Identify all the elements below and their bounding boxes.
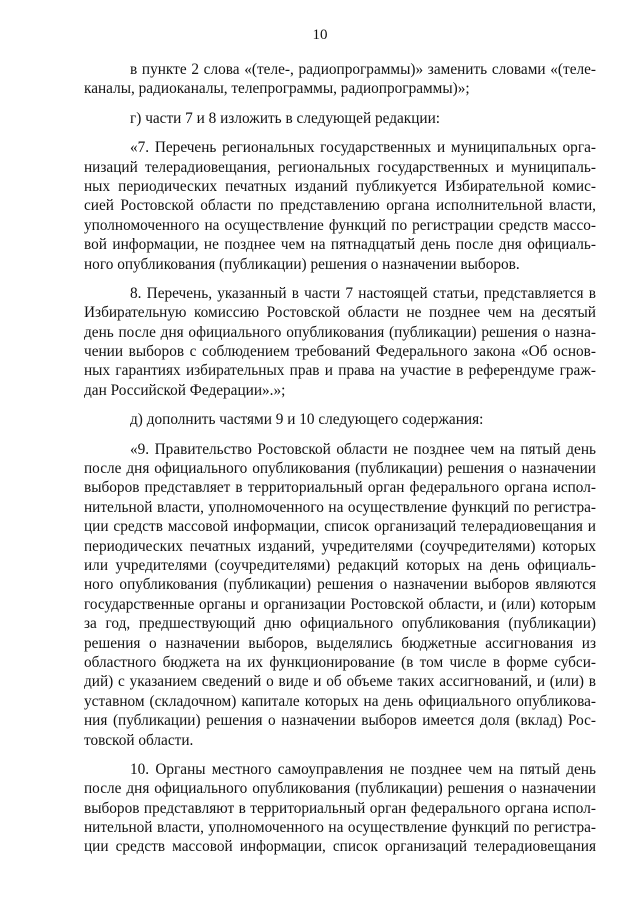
text-line: периодических печатных изданий, учредителями (соучредителями) которых xyxy=(84,537,596,555)
text-line: ции средств массовой информации, список организаций телерадиовещания и xyxy=(84,518,596,536)
text-line: ных гарантиях избирательных прав и права на участие в референдуме граж- xyxy=(84,362,596,380)
text-line: ного опубликования (публикации) решения о назначении выборов являются xyxy=(84,576,596,594)
text-line: каналы, радиоканалы, телепрограммы, радиопрограммы)»; xyxy=(84,80,470,98)
text-line: день после дня официального опубликования (публикации) решения о назна- xyxy=(84,323,596,341)
text-line: нительной власти, уполномоченного на осуществление функций по регистра- xyxy=(84,819,596,837)
page-number: 10 xyxy=(312,27,328,43)
text-line: вой информации, не позднее чем на пятнадцатый день после дня официаль- xyxy=(84,236,596,254)
text-line: дий) с указанием сведений о виде и об объеме таких ассигнований, и (или) в xyxy=(84,673,596,691)
paragraph-part-7 xyxy=(84,138,596,274)
paragraph-part-9 xyxy=(84,440,596,750)
paragraph-part-8 xyxy=(84,284,596,400)
text-line: ции средств массовой информации, список организаций телерадиовещания xyxy=(84,838,596,856)
text-line: выборов представляет в территориальный орган федерального органа испол- xyxy=(84,479,596,497)
paragraph-item-g xyxy=(84,109,596,128)
text-line: чении выборов с соблюдением требований Федерального закона «Об основ- xyxy=(84,343,596,361)
text-line: после дня официального опубликования (публикации) решения о назначении xyxy=(84,780,596,798)
text-line: «7. Перечень региональных государственных и муниципальных орга- xyxy=(130,139,596,157)
text-line: областного бюджета на их функционирование (в том числе в форме субси- xyxy=(84,653,596,671)
text-line: 10. Органы местного самоуправления не позднее чем на пятый день xyxy=(130,760,596,778)
text-line: дан Российской Федерации».»; xyxy=(84,381,286,399)
text-line: ного опубликования (публикации) решения о назначении выборов. xyxy=(84,255,520,273)
text-line: в пункте 2 слова «(теле-, радиопрограммы)» заменить словами «(теле- xyxy=(130,61,596,78)
paragraph-item-2-amendment xyxy=(84,60,596,99)
text-line: после дня официального опубликования (публикации) решения о назначении xyxy=(84,460,596,478)
paragraph-item-d xyxy=(84,410,596,429)
text-line: или учредителями (соучредителями) редакций которых на день официаль- xyxy=(84,556,596,574)
text-line: 8. Перечень, указанный в части 7 настоящей статьи, представляется в xyxy=(130,284,596,302)
text-line: уполномоченного на осуществление функций по регистрации средств массо- xyxy=(84,216,596,234)
text-line: за год, предшествующий дню официального опубликования (публикации) xyxy=(84,615,596,633)
text-line: низаций телерадиовещания, региональных государственных и муниципаль- xyxy=(84,158,596,176)
text-line: сией Ростовской области по представлению органа исполнительной власти, xyxy=(84,197,596,215)
document-body xyxy=(84,60,596,867)
text-line: уставном (складочном) капитале которых на день официального опубликова- xyxy=(84,692,596,710)
text-line: г) части 7 и 8 изложить в следующей редакции: xyxy=(130,109,441,127)
paragraph-part-10 xyxy=(84,760,596,857)
text-line: ния (публикации) решения о назначении выборов имеется доля (вклад) Рос- xyxy=(84,712,596,730)
text-line: д) дополнить частями 9 и 10 следующего содержания: xyxy=(130,411,484,429)
text-line: «9. Правительство Ростовской области не позднее чем на пятый день xyxy=(130,440,596,458)
text-line: решения о назначении выборов, выделялись бюджетные ассигнования из xyxy=(84,634,596,652)
text-line: Избирательную комиссию Ростовской области не позднее чем на десятый xyxy=(84,304,596,322)
text-line: нительной власти, уполномоченного на осуществление функций по регистра- xyxy=(84,498,596,516)
text-line: ных периодических печатных изданий публикуется Избирательной комис- xyxy=(84,177,596,195)
text-line: товской области. xyxy=(84,731,194,749)
text-line: выборов представляют в территориальный орган федерального органа испол- xyxy=(84,799,596,817)
text-line: государственные органы и организации Ростовской области, и (или) которым xyxy=(84,595,596,613)
